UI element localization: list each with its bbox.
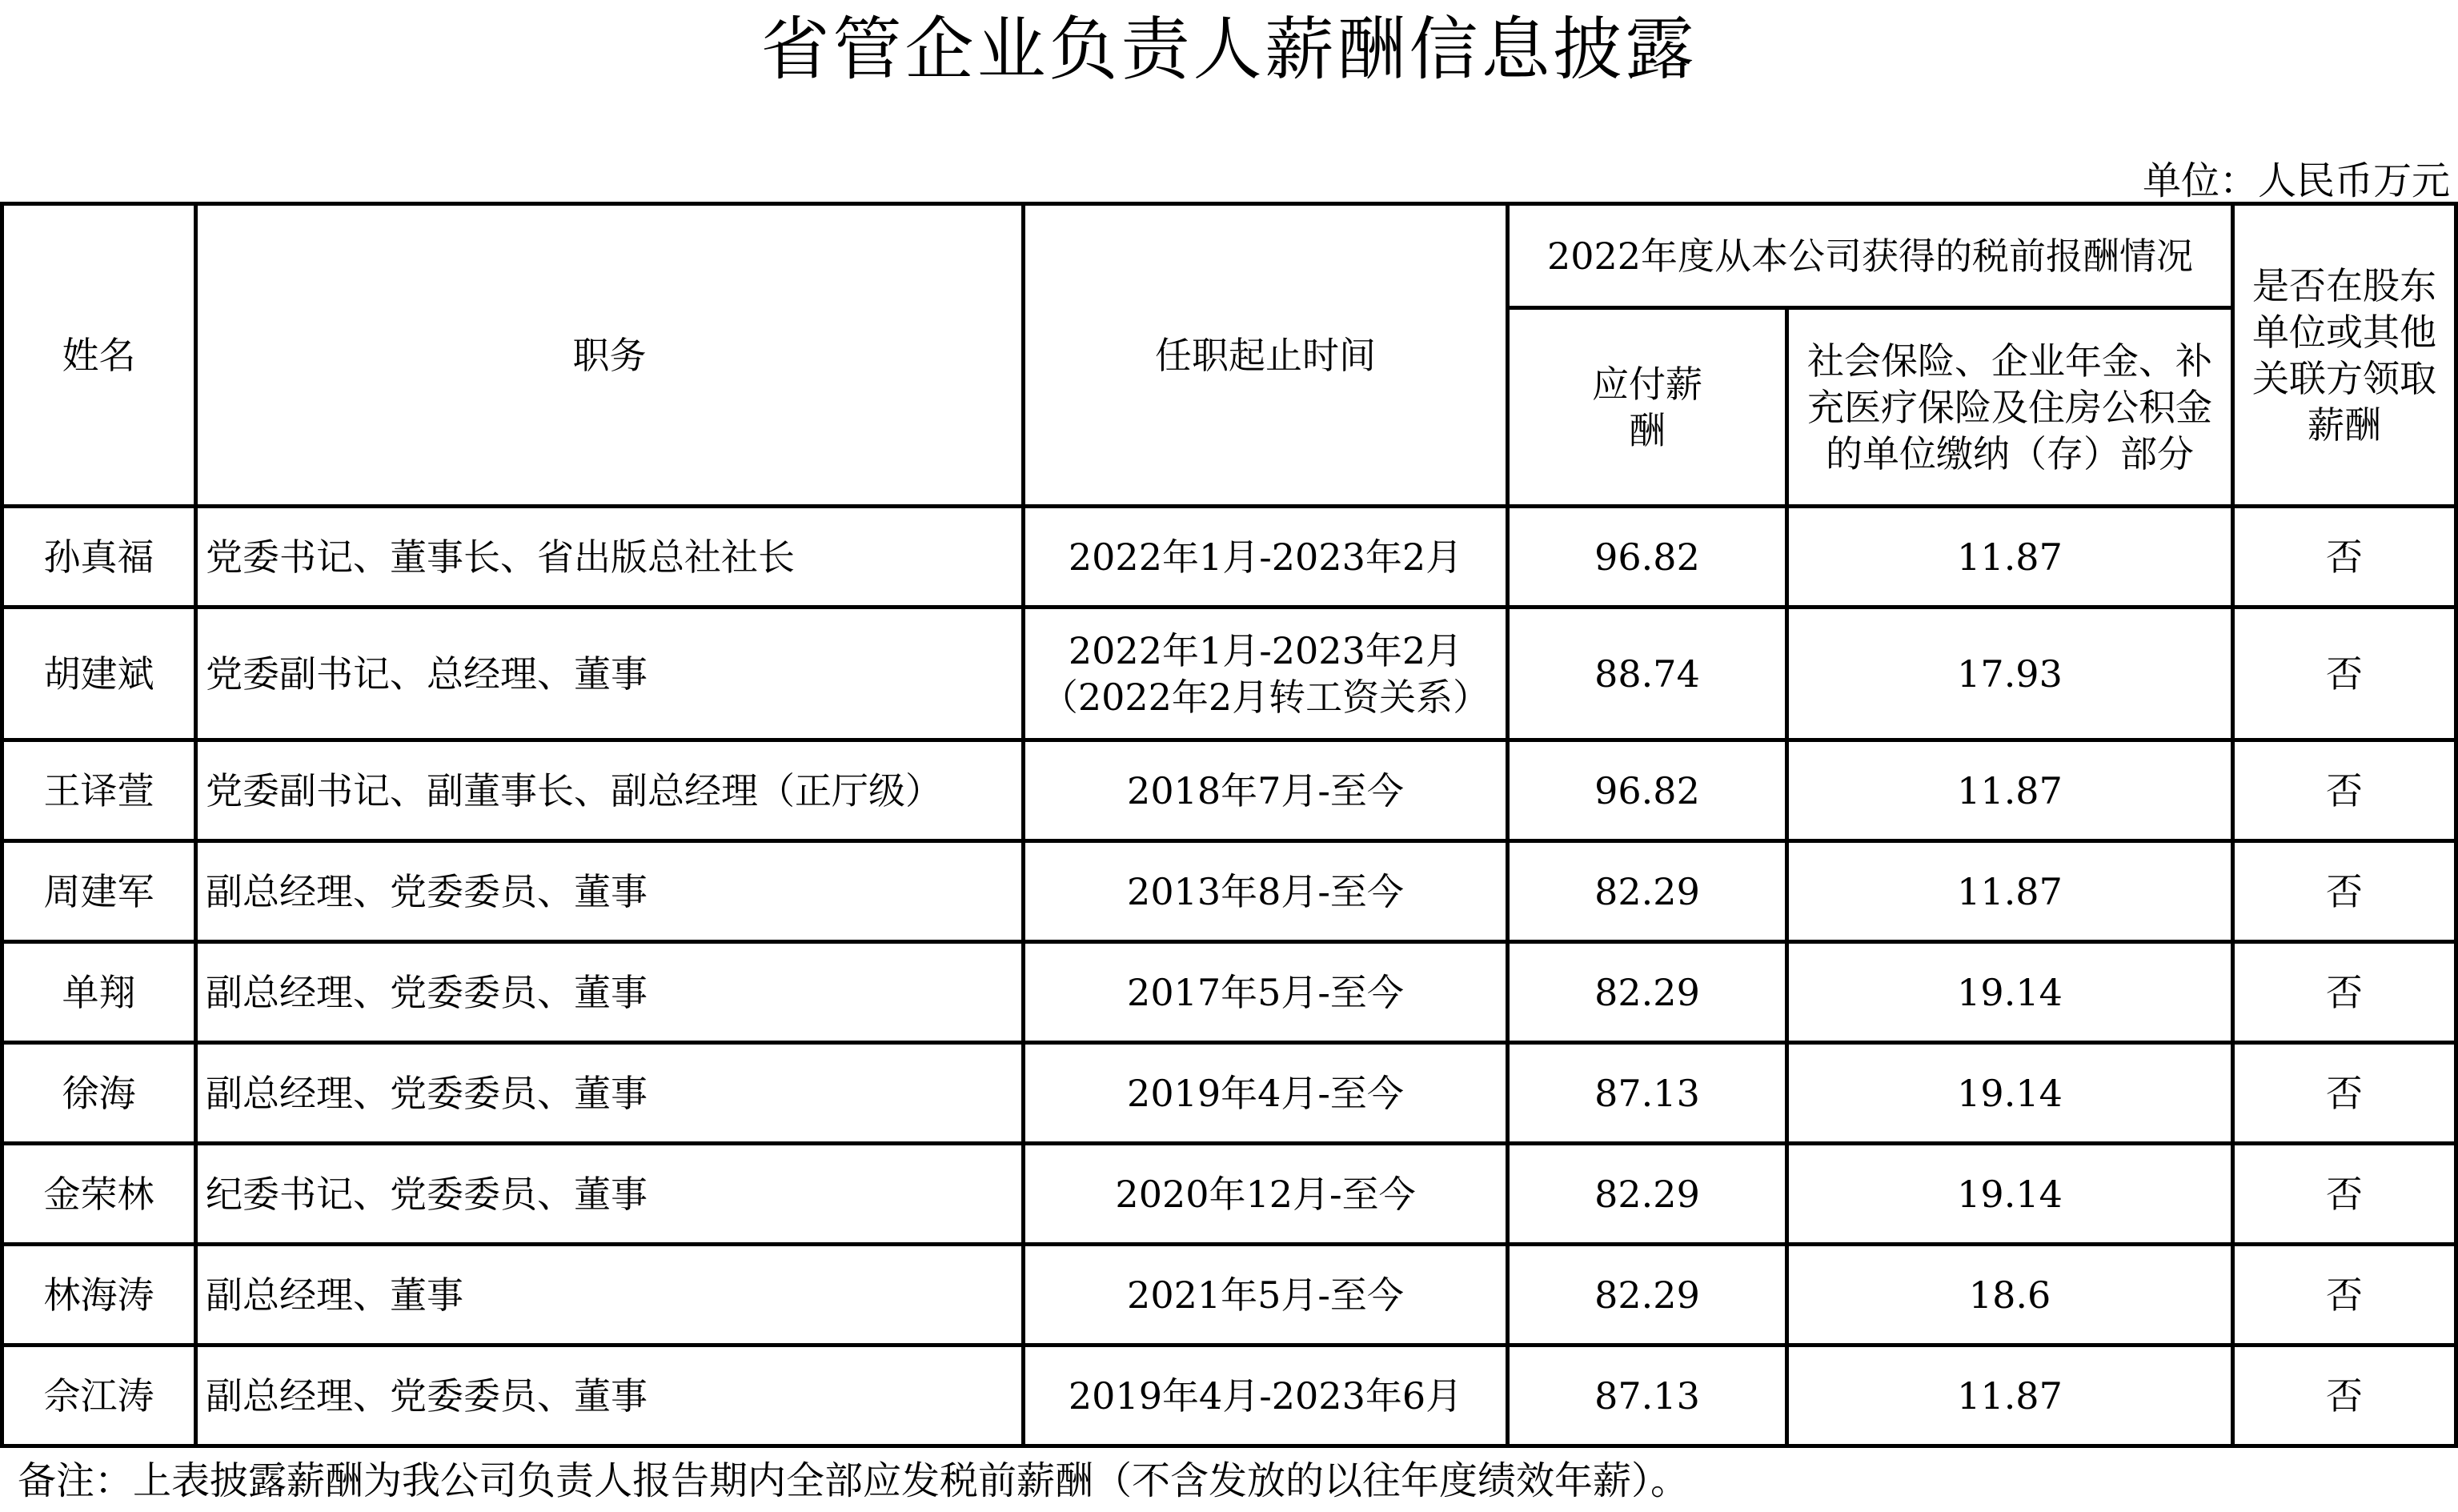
cell-name: 周建军	[2, 841, 196, 942]
cell-name: 林海涛	[2, 1245, 196, 1346]
cell-salary: 82.29	[1508, 1245, 1787, 1346]
cell-name: 胡建斌	[2, 608, 196, 740]
cell-name: 单翔	[2, 942, 196, 1043]
cell-related: 否	[2233, 1043, 2456, 1144]
cell-social: 19.14	[1787, 1144, 2233, 1245]
cell-position: 党委副书记、副董事长、副总经理（正厅级）	[196, 740, 1024, 841]
table-row	[2, 942, 2456, 1043]
unit-label: 单位：人民币万元	[2142, 158, 2450, 203]
cell-name: 王译萱	[2, 740, 196, 841]
cell-tenure: 2013年8月-至今	[1024, 841, 1508, 942]
cell-social: 19.14	[1787, 942, 2233, 1043]
header-name: 姓名	[2, 204, 196, 507]
cell-position: 党委书记、董事长、省出版总社社长	[196, 507, 1024, 608]
footnote: 备注：上表披露薪酬为我公司负责人报告期内全部应发税前薪酬（不含发放的以往年度绩效年薪）。	[18, 1458, 1690, 1503]
cell-salary: 82.29	[1508, 942, 1787, 1043]
cell-salary: 96.82	[1508, 740, 1787, 841]
cell-related: 否	[2233, 841, 2456, 942]
header-row-top	[2, 204, 2456, 308]
cell-name: 徐海	[2, 1043, 196, 1144]
cell-position: 副总经理、党委委员、董事	[196, 1043, 1024, 1144]
cell-social: 11.87	[1787, 507, 2233, 608]
cell-related: 否	[2233, 740, 2456, 841]
header-pay-group: 2022年度从本公司获得的税前报酬情况	[1508, 204, 2233, 308]
cell-tenure: 2019年4月-2023年6月	[1024, 1346, 1508, 1446]
cell-tenure: 2021年5月-至今	[1024, 1245, 1508, 1346]
cell-salary: 87.13	[1508, 1043, 1787, 1144]
cell-salary: 82.29	[1508, 1144, 1787, 1245]
cell-position: 纪委书记、党委委员、董事	[196, 1144, 1024, 1245]
header-related-party: 是否在股东单位或其他关联方领取薪酬	[2233, 204, 2456, 507]
header-tenure: 任职起止时间	[1024, 204, 1508, 507]
cell-tenure: 2022年1月-2023年2月	[1024, 507, 1508, 608]
cell-tenure: 2018年7月-至今	[1024, 740, 1508, 841]
cell-social: 18.6	[1787, 1245, 2233, 1346]
cell-tenure-line1: 2022年1月-2023年2月	[1068, 628, 1463, 672]
cell-tenure: 2020年12月-至今	[1024, 1144, 1508, 1245]
salary-table	[0, 202, 2458, 1448]
cell-name: 孙真福	[2, 507, 196, 608]
cell-salary: 96.82	[1508, 507, 1787, 608]
cell-position: 副总经理、党委委员、董事	[196, 1346, 1024, 1446]
cell-position: 副总经理、董事	[196, 1245, 1024, 1346]
header-position: 职务	[196, 204, 1024, 507]
cell-related: 否	[2233, 1144, 2456, 1245]
cell-position: 副总经理、党委委员、董事	[196, 942, 1024, 1043]
cell-salary: 87.13	[1508, 1346, 1787, 1446]
cell-tenure	[1024, 608, 1508, 740]
table-row	[2, 740, 2456, 841]
page-title: 省管企业负责人薪酬信息披露	[760, 10, 1698, 90]
cell-related: 否	[2233, 1346, 2456, 1446]
cell-social: 11.87	[1787, 1346, 2233, 1446]
table-row	[2, 1346, 2456, 1446]
table-row	[2, 1043, 2456, 1144]
cell-tenure-line2: （2022年2月转工资关系）	[1041, 675, 1490, 719]
header-social-insurance: 社会保险、企业年金、补充医疗保险及住房公积金的单位缴纳（存）部分	[1787, 308, 2233, 507]
table-row	[2, 608, 2456, 740]
cell-social: 17.93	[1787, 608, 2233, 740]
cell-salary: 88.74	[1508, 608, 1787, 740]
cell-social: 19.14	[1787, 1043, 2233, 1144]
cell-position: 党委副书记、总经理、董事	[196, 608, 1024, 740]
cell-name: 佘江涛	[2, 1346, 196, 1446]
table-row	[2, 1144, 2456, 1245]
cell-related: 否	[2233, 608, 2456, 740]
cell-social: 11.87	[1787, 841, 2233, 942]
table-row	[2, 507, 2456, 608]
cell-social: 11.87	[1787, 740, 2233, 841]
table-row	[2, 841, 2456, 942]
header-salary: 应付薪酬	[1508, 308, 1787, 507]
cell-tenure: 2019年4月-至今	[1024, 1043, 1508, 1144]
cell-tenure: 2017年5月-至今	[1024, 942, 1508, 1043]
table-row	[2, 1245, 2456, 1346]
cell-related: 否	[2233, 507, 2456, 608]
cell-salary: 82.29	[1508, 841, 1787, 942]
cell-name: 金荣林	[2, 1144, 196, 1245]
cell-related: 否	[2233, 942, 2456, 1043]
cell-related: 否	[2233, 1245, 2456, 1346]
cell-position: 副总经理、党委委员、董事	[196, 841, 1024, 942]
